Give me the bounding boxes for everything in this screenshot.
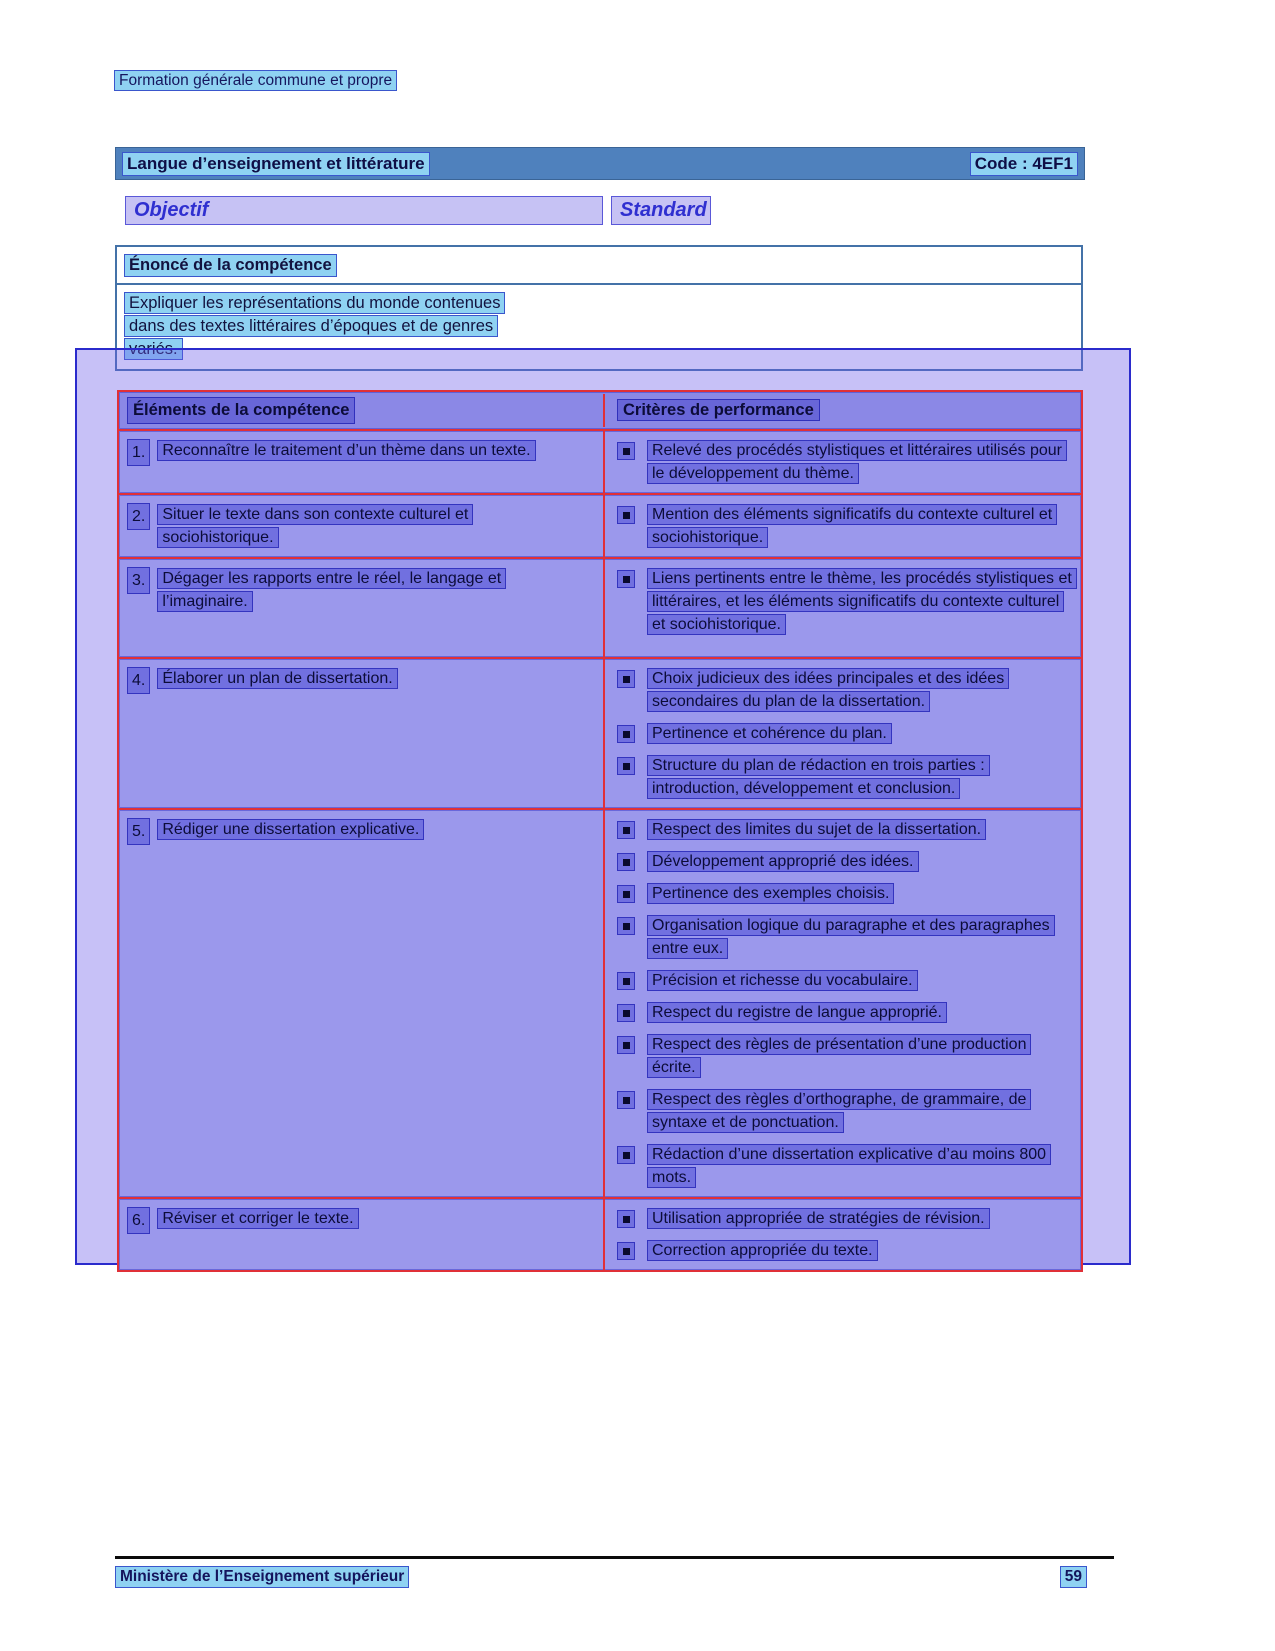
criteria-item — [617, 754, 1073, 800]
criteria-item — [617, 439, 1073, 485]
element-number: 5. — [127, 818, 150, 845]
criteria-item — [617, 818, 1073, 841]
criteria-item — [617, 1033, 1073, 1079]
criteria-text: Utilisation appropriée de stratégies de révision. — [647, 1208, 990, 1229]
document-category-text: Formation générale commune et propre — [114, 70, 397, 91]
col-header-elements: Éléments de la compétence — [127, 397, 355, 424]
criteria-cell — [603, 559, 1081, 657]
bullet-icon — [617, 1242, 635, 1260]
criteria-text: Respect des limites du sujet de la dissertation. — [647, 819, 986, 840]
header-cell-criteres — [603, 394, 1081, 427]
element-text: Élaborer un plan de dissertation. — [157, 668, 397, 689]
criteria-item — [617, 667, 1073, 713]
element-number: 4. — [127, 667, 150, 694]
bullet-icon — [617, 885, 635, 903]
objectif-heading: Objectif — [125, 196, 603, 225]
document-category-label — [114, 72, 397, 90]
criteria-text: Respect des règles de présentation d’une production écrite. — [647, 1034, 1031, 1078]
criteria-item — [617, 1001, 1073, 1024]
bullet-icon — [617, 442, 635, 460]
criteria-item — [617, 969, 1073, 992]
enonce-box — [115, 245, 1083, 371]
header-cell-elements — [119, 392, 603, 429]
bullet-icon — [617, 570, 635, 588]
bullet-icon — [617, 1210, 635, 1228]
table-row — [119, 557, 1081, 657]
criteria-text: Organisation logique du paragraphe et des paragraphes entre eux. — [647, 915, 1055, 959]
bullet-icon — [617, 670, 635, 688]
criteria-text: Structure du plan de rédaction en trois parties : introduction, développement et conclusion. — [647, 755, 990, 799]
criteria-text: Rédaction d’une dissertation explicative d’au moins 800 mots. — [647, 1144, 1051, 1188]
enonce-line: Expliquer les représentations du monde contenues — [124, 292, 505, 314]
element-cell — [119, 559, 603, 657]
table-row — [119, 429, 1081, 493]
element-text: Rédiger une dissertation explicative. — [157, 819, 424, 840]
footer-rule — [115, 1556, 1114, 1559]
element-number: 2. — [127, 503, 150, 530]
element-text: Reconnaître le traitement d’un thème dans un texte. — [157, 440, 535, 461]
element-cell — [119, 810, 603, 1197]
bullet-icon — [617, 853, 635, 871]
discipline-title: Langue d’enseignement et littérature — [122, 152, 430, 176]
bullet-icon — [617, 1004, 635, 1022]
table-row — [119, 808, 1081, 1197]
element-text: Dégager les rapports entre le réel, le langage et l’imaginaire. — [157, 568, 506, 612]
bullet-icon — [617, 725, 635, 743]
element-cell — [119, 1199, 603, 1270]
table-row — [119, 493, 1081, 557]
standard-heading: Standard — [611, 196, 711, 225]
criteria-text: Respect du registre de langue approprié. — [647, 1002, 947, 1023]
element-cell — [119, 495, 603, 557]
criteria-text: Correction appropriée du texte. — [647, 1240, 878, 1261]
enonce-line: variés. — [124, 338, 183, 360]
bullet-icon — [617, 757, 635, 775]
criteria-text: Liens pertinents entre le thème, les procédés stylistiques et littéraires, et les éléments significatifs du contexte culturel et sociohistorique. — [647, 568, 1077, 635]
criteria-item — [617, 850, 1073, 873]
bullet-icon — [617, 1091, 635, 1109]
section-headings — [125, 196, 1085, 226]
enonce-line: dans des textes littéraires d’époques et de genres — [124, 315, 498, 337]
enonce-title-row — [117, 247, 1081, 285]
element-cell — [119, 659, 603, 808]
competence-table — [117, 390, 1083, 1272]
criteria-item — [617, 1239, 1073, 1262]
criteria-text: Pertinence et cohérence du plan. — [647, 723, 892, 744]
element-cell — [119, 431, 603, 493]
criteria-cell — [603, 431, 1081, 493]
footer-page-number: 59 — [1060, 1566, 1087, 1588]
criteria-text: Développement approprié des idées. — [647, 851, 919, 872]
element-number: 6. — [127, 1207, 150, 1234]
criteria-cell — [603, 659, 1081, 808]
bullet-icon — [617, 917, 635, 935]
criteria-text: Choix judicieux des idées principales et des idées secondaires du plan de la dissertation. — [647, 668, 1009, 712]
table-row — [119, 1197, 1081, 1270]
criteria-text: Relevé des procédés stylistiques et littéraires utilisés pour le développement du thème. — [647, 440, 1067, 484]
element-text: Réviser et corriger le texte. — [157, 1208, 358, 1229]
bullet-icon — [617, 1146, 635, 1164]
enonce-body — [117, 285, 1081, 368]
criteria-item — [617, 1088, 1073, 1134]
criteria-cell — [603, 495, 1081, 557]
criteria-item — [617, 914, 1073, 960]
criteria-item — [617, 567, 1073, 636]
enonce-title: Énoncé de la compétence — [124, 254, 337, 277]
criteria-item — [617, 1207, 1073, 1230]
bullet-icon — [617, 972, 635, 990]
table-header-row — [119, 392, 1081, 429]
discipline-code: Code : 4EF1 — [970, 152, 1078, 176]
table-row — [119, 657, 1081, 808]
footer-ministry: Ministère de l’Enseignement supérieur — [115, 1566, 409, 1588]
criteria-item — [617, 722, 1073, 745]
col-header-criteres: Critères de performance — [617, 399, 820, 421]
criteria-text: Précision et richesse du vocabulaire. — [647, 970, 918, 991]
criteria-item — [617, 882, 1073, 905]
element-text: Situer le texte dans son contexte culturel et sociohistorique. — [157, 504, 473, 548]
bullet-icon — [617, 1036, 635, 1054]
criteria-text: Mention des éléments significatifs du contexte culturel et sociohistorique. — [647, 504, 1057, 548]
criteria-text: Respect des règles d’orthographe, de grammaire, de syntaxe et de ponctuation. — [647, 1089, 1031, 1133]
footer — [115, 1566, 1087, 1588]
discipline-banner — [115, 147, 1085, 180]
criteria-text: Pertinence des exemples choisis. — [647, 883, 894, 904]
criteria-item — [617, 503, 1073, 549]
criteria-cell — [603, 1199, 1081, 1270]
bullet-icon — [617, 506, 635, 524]
criteria-cell — [603, 810, 1081, 1197]
element-number: 1. — [127, 439, 150, 466]
bullet-icon — [617, 821, 635, 839]
element-number: 3. — [127, 567, 150, 594]
criteria-item — [617, 1143, 1073, 1189]
